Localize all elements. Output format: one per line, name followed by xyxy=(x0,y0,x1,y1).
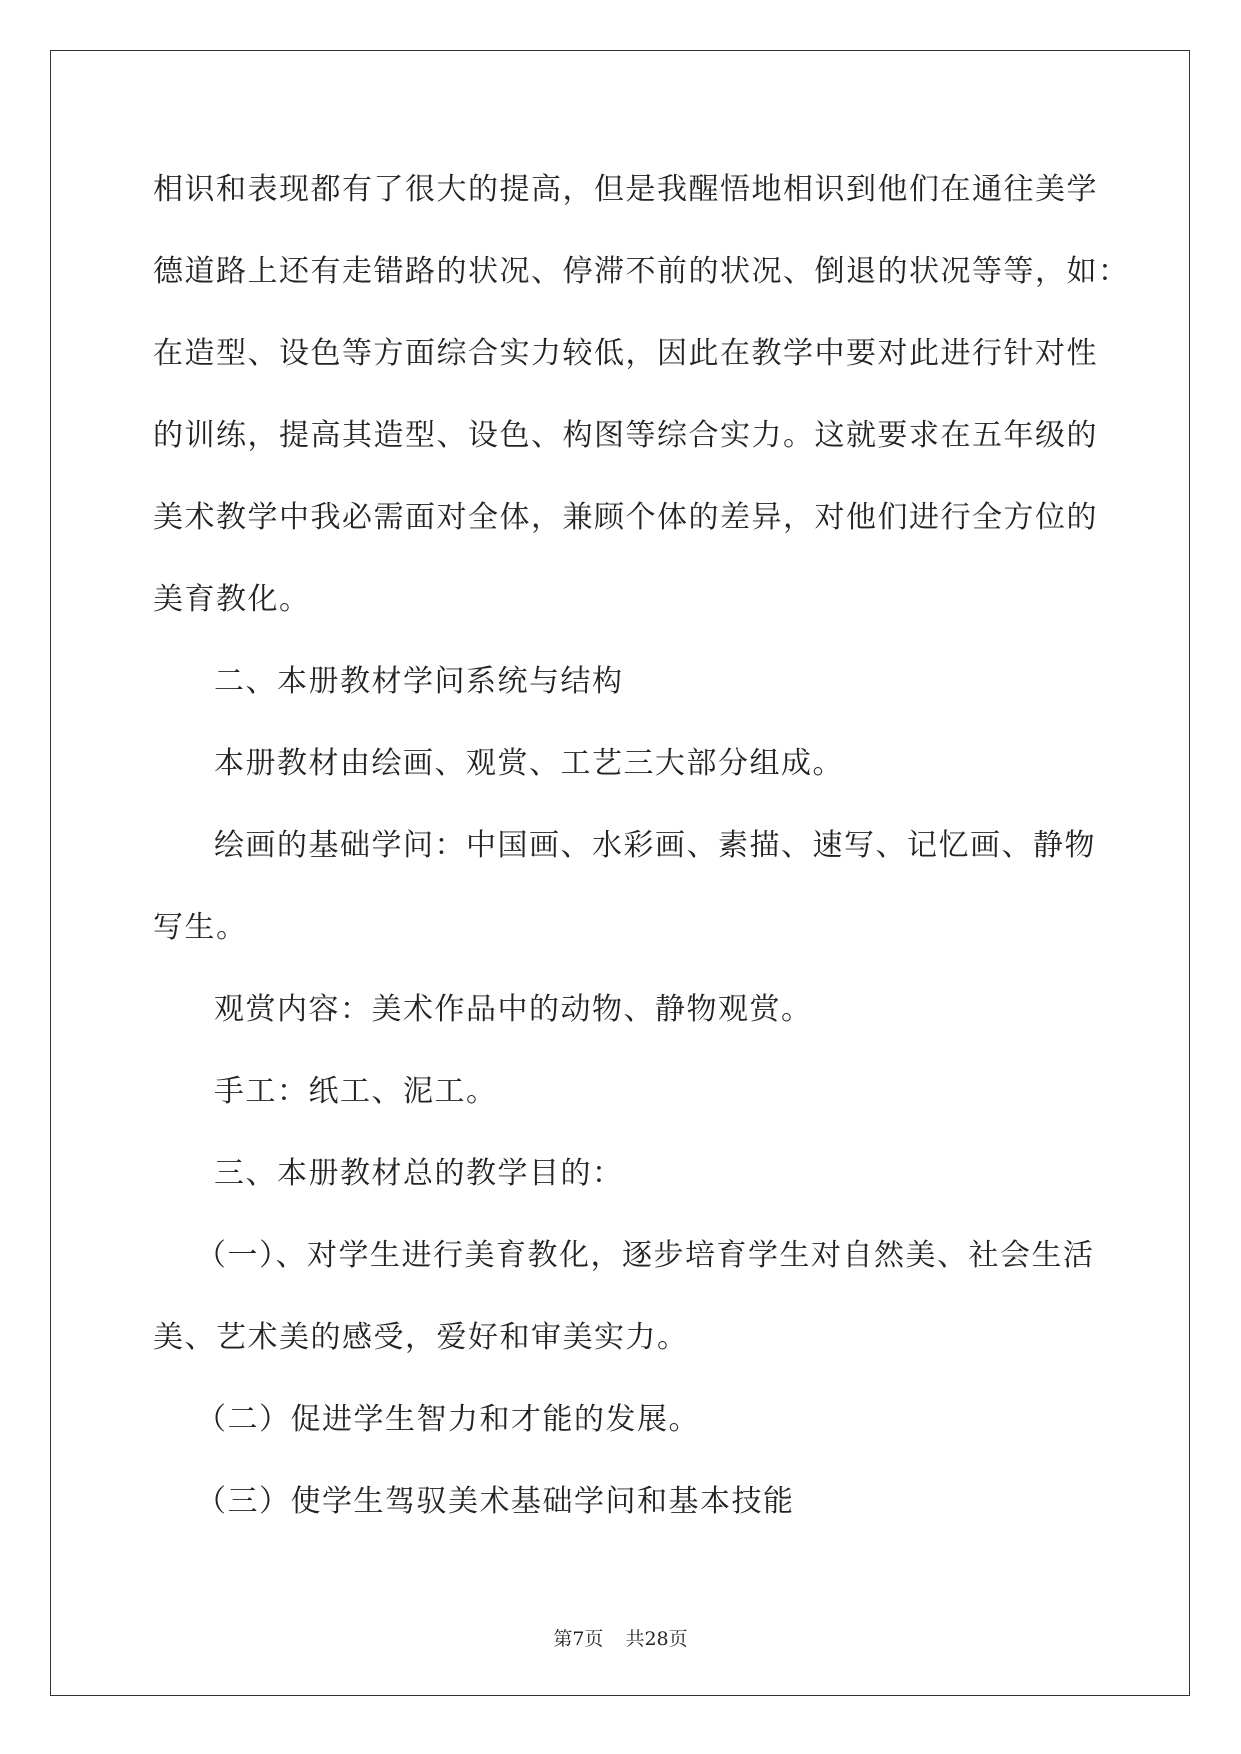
paragraph-line: 在造型、设色等方面综合实力较低，因此在教学中要对此进行针对性 xyxy=(153,336,1098,371)
paragraph-line: 绘画的基础学问：中国画、水彩画、素描、速写、记忆画、静物 xyxy=(214,828,1096,863)
paragraph-line: 美育教化。 xyxy=(153,582,311,617)
paragraph-line: 美术教学中我必需面对全体，兼顾个体的差异，对他们进行全方位的 xyxy=(153,500,1098,535)
paragraph-line: 写生。 xyxy=(153,910,248,945)
paragraph-line: 的训练，提高其造型、设色、构图等综合实力。这就要求在五年级的 xyxy=(153,418,1098,453)
paragraph-line: 相识和表现都有了很大的提高，但是我醒悟地相识到他们在通往美学 xyxy=(153,172,1098,207)
page-number: 第7页 xyxy=(553,1628,604,1650)
paragraph-line: 本册教材由绘画、观赏、工艺三大部分组成。 xyxy=(214,746,844,781)
section-heading: 三、本册教材总的教学目的： xyxy=(214,1156,624,1191)
page-footer xyxy=(0,1627,1241,1651)
page-total: 共28页 xyxy=(625,1628,688,1650)
paragraph-line: 观赏内容：美术作品中的动物、静物观赏。 xyxy=(214,992,813,1027)
paragraph-line: （二）促进学生智力和才能的发展。 xyxy=(196,1402,700,1437)
page-border xyxy=(50,50,1190,1696)
paragraph-line: （三）使学生驾驭美术基础学问和基本技能 xyxy=(196,1484,795,1519)
paragraph-line: 美、艺术美的感受，爱好和审美实力。 xyxy=(153,1320,689,1355)
paragraph-line: 德道路上还有走错路的状况、停滞不前的状况、倒退的状况等等，如： xyxy=(153,254,1130,289)
paragraph-line: 手工：纸工、泥工。 xyxy=(214,1074,498,1109)
paragraph-line: （一）、对学生进行美育教化，逐步培育学生对自然美、社会生活 xyxy=(196,1238,1095,1273)
section-heading: 二、本册教材学问系统与结构 xyxy=(214,664,624,699)
